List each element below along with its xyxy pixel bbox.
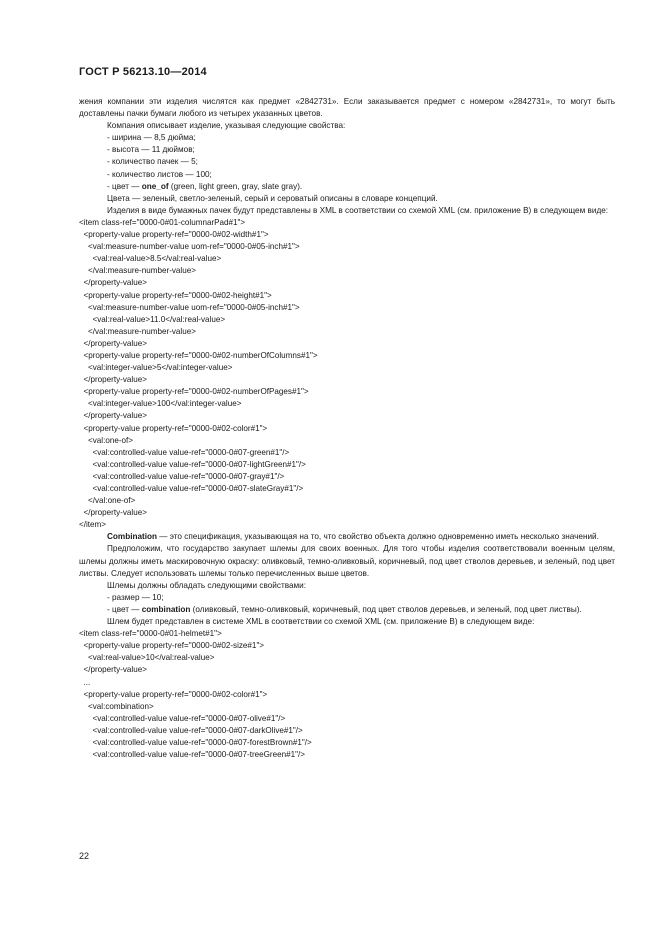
list-item-color [79, 181, 615, 193]
combination-definition-text: — это спецификация, указывающая на то, что свойство объекта должно одновременно иметь несколько значений. [157, 532, 599, 542]
paragraph-helmet-properties: Шлемы должны обладать следующими свойствами: [107, 580, 307, 590]
code-line: <val:combination> [79, 701, 154, 711]
code-line: <val:integer-value>100</val:integer-value> [79, 399, 242, 409]
paragraph-combination-definition [79, 531, 615, 543]
code-line: <val:measure-number-value uom-ref="0000-0#05-inch#1"> [79, 242, 300, 252]
code-line: <val:one-of> [79, 435, 133, 445]
code-line: <val:controlled-value value-ref="0000-0#07-treeGreen#1"/> [79, 750, 305, 760]
code-line: </property-value> [79, 665, 147, 675]
list-item-size: - размер — 10; [107, 592, 164, 602]
page-content [79, 96, 615, 761]
code-line: <item class-ref="0000-0#01-helmet#1"> [79, 629, 222, 639]
code-line: <val:controlled-value value-ref="0000-0#07-darkOlive#1"/> [79, 725, 303, 735]
paragraph-continuation: жения компании эти изделия числятся как предмет «2842731». Если заказывается предмет с номером «2842731», то могут быть доставлены пачки бумаги любого из четырех указанных цветов. [79, 97, 615, 119]
code-line: <property-value property-ref="0000-0#02-width#1"> [79, 230, 269, 240]
paragraph-colors: Цвета — зеленый, светло-зеленый, серый и сероватый описаны в словаре концепций. [107, 193, 438, 203]
page-number: 22 [79, 851, 90, 861]
paragraph-helmets-example: Предположим, что государство закупает шлемы для своих военных. Для того чтобы изделия соответствовали военным целям, шлемы должны иметь маскировочную окраску: оливковый, темно-оливковый, коричневый, под цвет стволов деревьев, и зеленый, под цвет листвы. Следует использовать шлемы только перечисленных выше цветов. [79, 544, 615, 578]
code-line: <item class-ref="0000-0#01-columnarPad#1"> [79, 217, 246, 227]
list-item-helmet-color-prefix: - цвет — [107, 604, 142, 614]
code-line: </property-value> [79, 508, 147, 518]
document-header: ГОСТ Р 56213.10—2014 [79, 66, 207, 78]
code-line: <property-value property-ref="0000-0#02-height#1"> [79, 290, 272, 300]
paragraph-properties-intro: Компания описывает изделие, указывая следующие свойства: [107, 121, 346, 131]
list-item-color-suffix: (green, light green, gray, slate gray). [168, 181, 303, 191]
code-line: <val:controlled-value value-ref="0000-0#07-slateGray#1"/> [79, 484, 304, 493]
code-line: </property-value> [79, 375, 147, 385]
term-combination: Combination [107, 532, 158, 542]
paragraph-helmet-xml-intro: Шлем будет представлен в системе XML в соответствии со схемой XML (см. приложение В) в следующем виде: [107, 617, 535, 627]
term-combination-inline: combination [141, 604, 191, 614]
code-line: <val:integer-value>5</val:integer-value> [79, 363, 233, 373]
code-line: </val:one-of> [79, 496, 136, 506]
code-line: <property-value property-ref="0000-0#02-numberOfPages#1"> [79, 387, 309, 397]
code-line: <val:real-value>10</val:real-value> [79, 653, 215, 663]
code-line: <val:controlled-value value-ref="0000-0#07-gray#1"/> [79, 471, 285, 481]
paragraph-xml-intro: Изделия в виде бумажных пачек будут представлены в XML в соответствии со схемой XML (см. приложение В) в следующем виде: [107, 205, 609, 215]
xml-code-block-paper [79, 217, 615, 531]
code-line: <property-value property-ref="0000-0#02-color#1"> [79, 689, 268, 699]
list-item-helmet-color-suffix: (оливковый, темно-оливковый, коричневый, под цвет стволов деревьев, и зеленый, под цвет листвы). [190, 604, 582, 614]
list-item-helmet-color [79, 604, 615, 616]
list-item-pages: - количество листов — 100; [107, 169, 212, 179]
code-line: </val:measure-number-value> [79, 326, 196, 336]
code-line: </property-value> [79, 411, 147, 421]
list-item-color-prefix: - цвет — [107, 181, 142, 191]
code-line: <val:real-value>8.5</val:real-value> [79, 254, 222, 264]
code-line: <val:controlled-value value-ref="0000-0#07-lightGreen#1"/> [79, 459, 306, 469]
code-line: </val:measure-number-value> [79, 266, 196, 276]
code-line: <property-value property-ref="0000-0#02-size#1"> [79, 641, 265, 651]
list-item-height: - высота — 11 дюймов; [107, 145, 195, 155]
code-line: <property-value property-ref="0000-0#02-numberOfColumns#1"> [79, 350, 318, 360]
code-line: </item> [79, 520, 106, 530]
term-one-of: one_of [141, 181, 169, 191]
code-line: ... [79, 677, 91, 687]
code-line: </property-value> [79, 338, 147, 348]
xml-code-block-helmet [79, 628, 615, 761]
code-line: <property-value property-ref="0000-0#02-color#1"> [79, 423, 268, 433]
list-item-width: - ширина — 8,5 дюйма; [107, 133, 196, 143]
code-line: <val:controlled-value value-ref="0000-0#07-forestBrown#1"/> [79, 737, 312, 747]
code-line: <val:controlled-value value-ref="0000-0#07-green#1"/> [79, 447, 290, 457]
code-line: <val:real-value>11.0</val:real-value> [79, 314, 226, 324]
code-line: <val:controlled-value value-ref="0000-0#07-olive#1"/> [79, 713, 286, 723]
code-line: </property-value> [79, 278, 147, 288]
list-item-columns: - количество пачек — 5; [107, 157, 198, 167]
code-line: <val:measure-number-value uom-ref="0000-0#05-inch#1"> [79, 302, 300, 312]
